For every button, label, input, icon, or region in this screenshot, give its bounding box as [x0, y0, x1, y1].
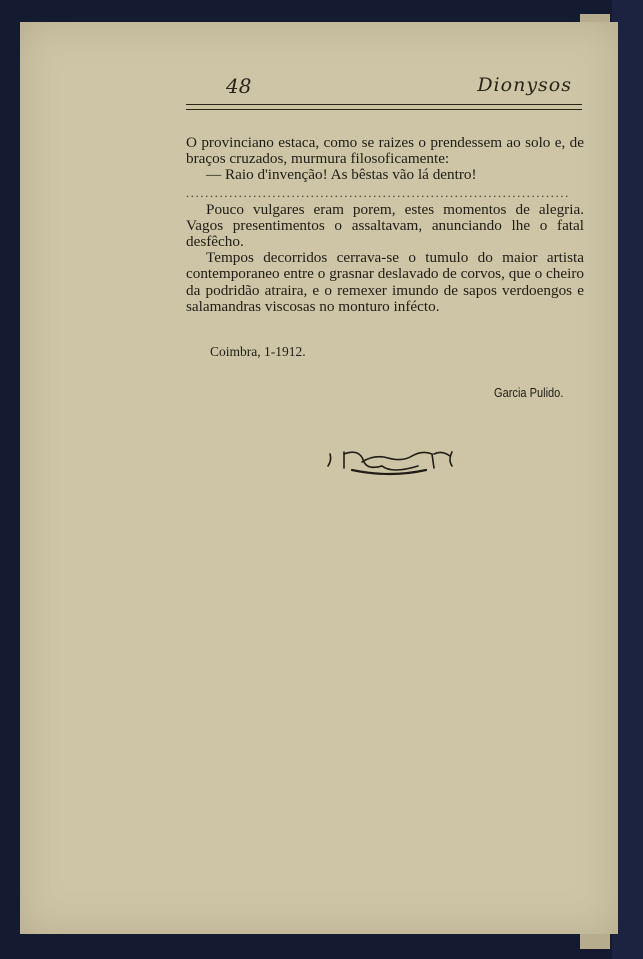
- dateline: Coimbra, 1-1912.: [210, 344, 306, 359]
- paragraph-provinciano: O provinciano estaca, como se raizes o prendessem ao solo e, de braços cruzados, murmura filosoficamente:: [186, 134, 584, 168]
- article-body: [186, 135, 584, 315]
- running-head: [186, 72, 582, 102]
- tailpiece-ornament-icon: [322, 440, 458, 480]
- header-rule: [186, 104, 582, 110]
- author-signature: Garcia Pulido.: [494, 385, 564, 400]
- dotted-separator: ................................................................................: [186, 185, 570, 200]
- page-number: 48: [226, 74, 252, 98]
- paragraph-pouco-vulgares: Pouco vulgares eram porem, estes momentos de alegria. Vagos presentimentos o assaltavam, anunciando lhe o fatal desfêcho.: [186, 200, 584, 251]
- journal-title: Dionysos: [477, 74, 572, 96]
- exclamation-line: — Raio d'invenção! As bêstas vão lá dentro!: [206, 166, 477, 184]
- paragraph-tempos-decorridos: Tempos decorridos cerrava-se o tumulo do maior artista contemporaneo entre o grasnar deslavado de corvos, que o cheiro da podridão atraira, e o remexer imundo de sapos verdoengos e salamandras viscosas no monturo infécto.: [186, 249, 584, 315]
